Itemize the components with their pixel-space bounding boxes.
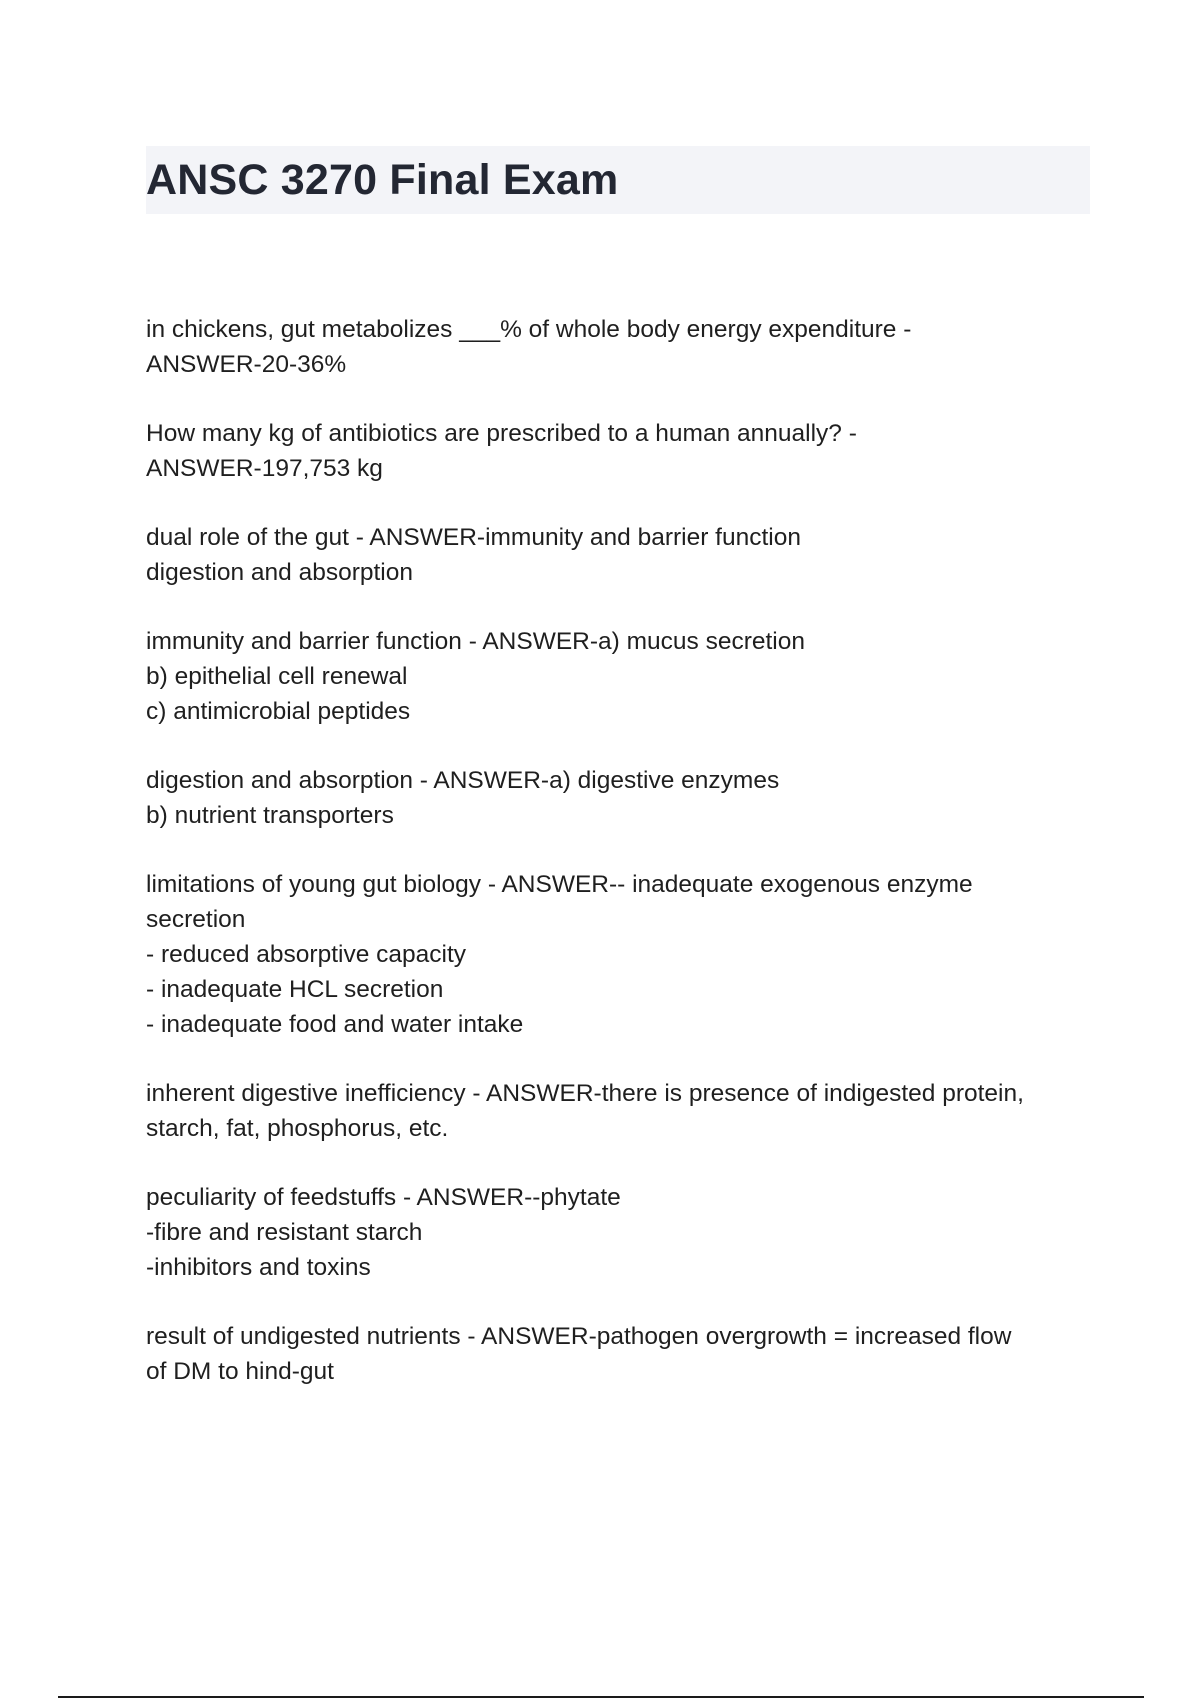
qa-line: How many kg of antibiotics are prescribed to a human annually? -: [146, 420, 857, 447]
qa-entry: [146, 867, 1096, 1042]
qa-line: -inhibitors and toxins: [146, 1254, 371, 1281]
qa-line: - inadequate HCL secretion: [146, 976, 444, 1003]
qa-line: peculiarity of feedstuffs - ANSWER--phytate: [146, 1184, 621, 1211]
qa-line: result of undigested nutrients - ANSWER-pathogen overgrowth = increased flow: [146, 1323, 1012, 1350]
qa-entry: [146, 1076, 1096, 1146]
page-title: ANSC 3270 Final Exam: [146, 156, 619, 204]
qa-line: - inadequate food and water intake: [146, 1011, 524, 1038]
qa-line: digestion and absorption - ANSWER-a) digestive enzymes: [146, 767, 780, 794]
qa-line: in chickens, gut metabolizes ___% of whole body energy expenditure -: [146, 316, 912, 343]
qa-line: ANSWER-197,753 kg: [146, 455, 383, 482]
qa-entry: [146, 416, 1096, 486]
qa-entry: [146, 520, 1096, 590]
qa-entry: [146, 1180, 1096, 1285]
qa-line: - reduced absorptive capacity: [146, 941, 467, 968]
footer-divider: [58, 1696, 1144, 1698]
qa-line: b) nutrient transporters: [146, 802, 394, 829]
qa-line: of DM to hind-gut: [146, 1358, 334, 1385]
qa-line: inherent digestive inefficiency - ANSWER-there is presence of indigested protein,: [146, 1080, 1024, 1107]
qa-line: b) epithelial cell renewal: [146, 663, 408, 690]
qa-line: secretion: [146, 906, 246, 933]
qa-entry: [146, 312, 1096, 382]
qa-line: c) antimicrobial peptides: [146, 698, 411, 725]
qa-list: [146, 312, 1096, 1423]
qa-entry: [146, 1319, 1096, 1389]
qa-line: ANSWER-20-36%: [146, 351, 347, 378]
qa-line: dual role of the gut - ANSWER-immunity and barrier function: [146, 524, 801, 551]
qa-line: digestion and absorption: [146, 559, 413, 586]
qa-line: starch, fat, phosphorus, etc.: [146, 1115, 449, 1142]
qa-entry: [146, 763, 1096, 833]
qa-line: immunity and barrier function - ANSWER-a) mucus secretion: [146, 628, 805, 655]
qa-entry: [146, 624, 1096, 729]
qa-line: -fibre and resistant starch: [146, 1219, 423, 1246]
qa-line: limitations of young gut biology - ANSWER-- inadequate exogenous enzyme: [146, 871, 973, 898]
